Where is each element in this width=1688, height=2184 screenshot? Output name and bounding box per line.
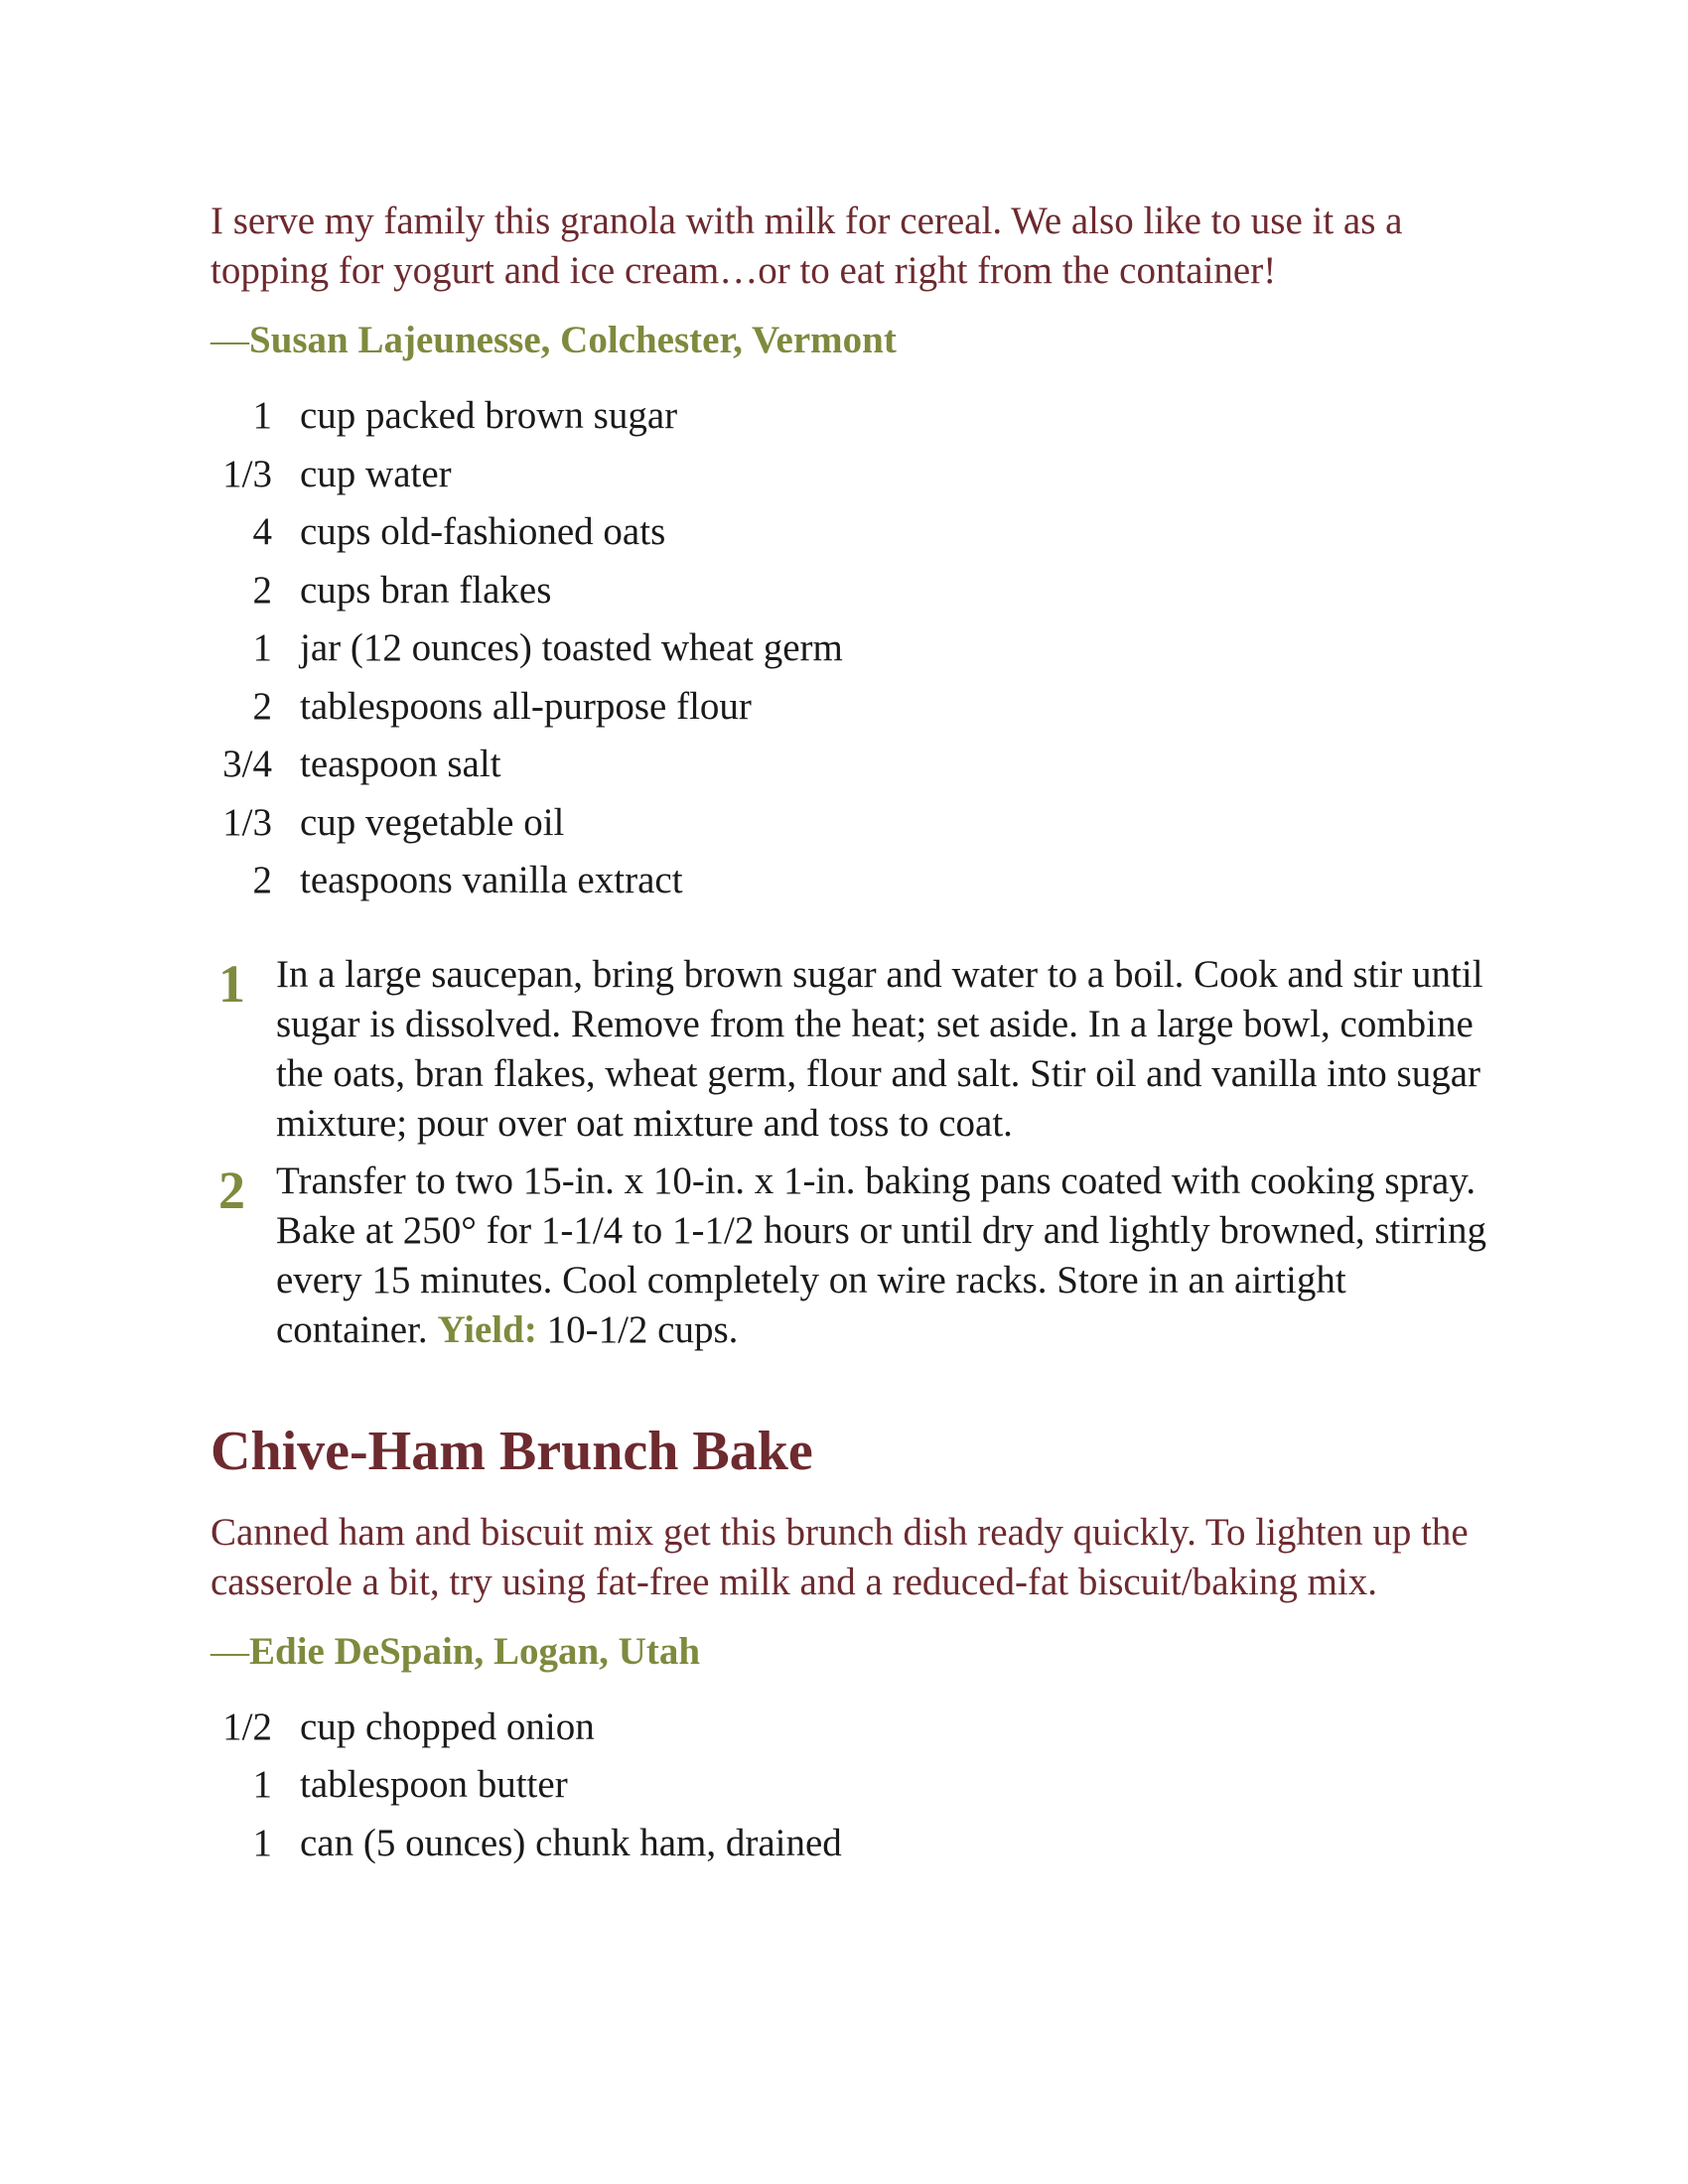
ingredient-item: cup vegetable oil xyxy=(300,800,565,844)
byline-author: Susan Lajeunesse, Colchester, Vermont xyxy=(249,319,897,361)
ingredient-item: cup packed brown sugar xyxy=(300,394,678,437)
ingredient-row xyxy=(211,446,1501,504)
ingredient-qty: 1/3 xyxy=(222,800,272,844)
ingredient-item: cups old-fashioned oats xyxy=(300,510,666,553)
ingredient-item: jar (12 ounces) toasted wheat germ xyxy=(300,626,843,669)
ingredient-row xyxy=(211,736,1501,794)
direction-step xyxy=(211,1157,1501,1355)
ingredient-qty: 2 xyxy=(252,568,272,612)
step-text-wrapper xyxy=(276,1157,1501,1355)
recipe-intro: I serve my family this granola with milk for cereal. We also like to use it as a topping for yogurt and ice cream…or to eat right from the container! xyxy=(211,200,1403,292)
ingredient-item: teaspoon salt xyxy=(300,743,501,785)
ingredient-row xyxy=(211,678,1501,737)
recipe-title: Chive-Ham Brunch Bake xyxy=(211,1420,813,1482)
ingredient-item: teaspoons vanilla extract xyxy=(300,859,683,901)
ingredient-row xyxy=(211,1756,1501,1815)
ingredient-list xyxy=(211,1699,1501,1873)
step-number: 2 xyxy=(218,1160,245,1220)
ingredient-qty: 1/2 xyxy=(222,1705,272,1748)
ingredient-row xyxy=(211,1699,1501,1757)
byline-author: Edie DeSpain, Logan, Utah xyxy=(249,1629,701,1673)
ingredient-qty: 3/4 xyxy=(222,743,272,785)
ingredient-row xyxy=(211,1815,1501,1873)
ingredient-row xyxy=(211,852,1501,910)
step-number: 1 xyxy=(218,953,245,1014)
step-text: In a large saucepan, bring brown sugar and water to a boil. Cook and stir until sugar is dissolved. Remove from the heat; set aside. In a large bowl, combine the oats, bran flakes, wheat germ, flour and salt. Stir oil and vanilla into sugar mixture; pour over oat mixture and toss to coat. xyxy=(276,952,1483,1145)
ingredient-item: cup water xyxy=(300,452,452,495)
direction-step xyxy=(211,950,1501,1149)
ingredient-qty: 2 xyxy=(252,684,272,728)
ingredient-row xyxy=(211,562,1501,620)
ingredient-row xyxy=(211,387,1501,446)
ingredient-qty: 4 xyxy=(252,510,272,553)
ingredient-item: tablespoons all-purpose flour xyxy=(300,684,752,728)
ingredient-qty: 2 xyxy=(252,859,272,901)
ingredient-qty: 1 xyxy=(252,394,272,437)
ingredient-qty: 1 xyxy=(252,1821,272,1864)
ingredient-qty: 1 xyxy=(252,626,272,669)
ingredient-item: cups bran flakes xyxy=(300,568,552,612)
ingredient-qty: 1 xyxy=(252,1763,272,1806)
recipe-page xyxy=(211,197,1501,1872)
ingredient-list xyxy=(211,387,1501,910)
ingredient-row xyxy=(211,503,1501,562)
recipe-intro: Canned ham and biscuit mix get this brunch dish ready quickly. To lighten up the casserole a bit, try using fat-free milk and a reduced-fat biscuit/baking mix. xyxy=(211,1510,1469,1603)
step-text: Transfer to two 15-in. x 10-in. x 1-in. baking pans coated with cooking spray. Bake at 250° for 1-1/4 to 1-1/2 hours or until dry and lightly browned, stirring every 15 minutes. Cool completely on wire racks. Store in an airtight container. xyxy=(276,1159,1486,1351)
ingredient-row xyxy=(211,794,1501,853)
direction-list xyxy=(211,950,1501,1355)
ingredient-item: can (5 ounces) chunk ham, drained xyxy=(300,1821,842,1864)
recipe-byline xyxy=(211,1627,1501,1677)
ingredient-row xyxy=(211,619,1501,678)
ingredient-item: tablespoon butter xyxy=(300,1763,568,1806)
recipe-byline xyxy=(211,316,1501,365)
byline-dash: — xyxy=(211,319,249,361)
yield-label: Yield: xyxy=(437,1307,537,1351)
ingredient-item: cup chopped onion xyxy=(300,1705,595,1748)
byline-dash: — xyxy=(211,1629,249,1673)
ingredient-qty: 1/3 xyxy=(222,452,272,495)
yield-value: 10-1/2 cups. xyxy=(546,1307,739,1351)
